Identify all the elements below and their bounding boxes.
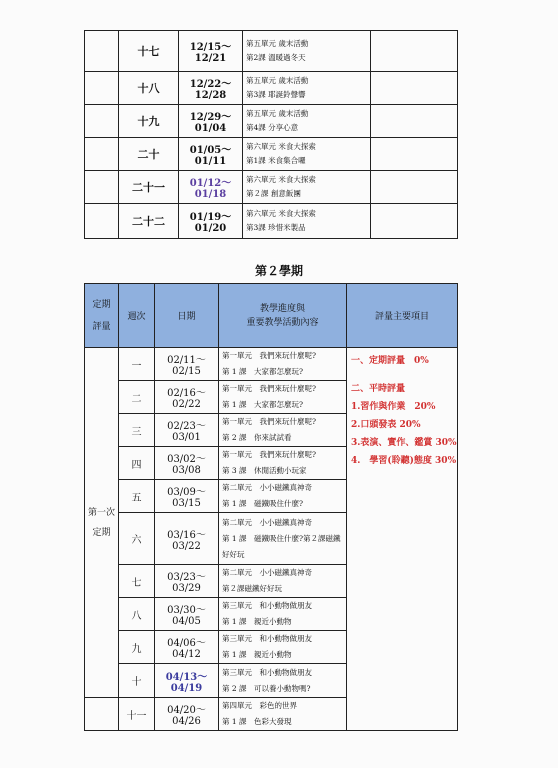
header-assessment: 評量主要項目 xyxy=(347,284,458,348)
row-date: 03/30～04/05 xyxy=(155,598,219,631)
row-date: 04/06～04/12 xyxy=(155,631,219,664)
row-content xyxy=(219,480,347,513)
blank-cell xyxy=(371,138,458,171)
row-content xyxy=(243,204,371,239)
row-content xyxy=(219,447,347,480)
table-row xyxy=(85,72,458,105)
row-date: 01/19～01/20 xyxy=(179,204,243,239)
row-content xyxy=(219,698,347,731)
content-line: 第三單元 和小動物做朋友 xyxy=(222,667,312,677)
content-line: 第二單元 小小磁鐵真神奇 xyxy=(222,483,312,492)
blank-cell xyxy=(371,204,458,239)
content-line: 第 1 課 親近小動物 xyxy=(222,650,292,659)
row-week: 二 xyxy=(119,381,155,414)
blank-cell xyxy=(85,171,119,204)
assessment-line: 2.口頭發表 20% xyxy=(351,420,421,430)
table-row xyxy=(85,348,458,381)
content-line: 第三單元 和小動物做朋友 xyxy=(222,601,312,610)
row-date: 03/02～03/08 xyxy=(155,447,219,480)
content-line: 好好玩 xyxy=(222,549,245,559)
row-week: 四 xyxy=(119,447,155,480)
table-row xyxy=(85,31,458,72)
row-content xyxy=(219,565,347,598)
content-line: 第一單元 我們來玩什麼呢? xyxy=(222,351,317,360)
blank-cell xyxy=(85,105,119,138)
table-row xyxy=(85,138,458,171)
row-content xyxy=(219,664,347,698)
content-line: 第六單元 米食大探索 xyxy=(246,209,316,218)
content-line: 第一單元 我們來玩什麼呢? xyxy=(222,417,317,426)
blank-cell xyxy=(85,31,119,72)
row-week: 一 xyxy=(119,348,155,381)
row-date: 04/13～04/19 xyxy=(155,664,219,698)
semester2-title: 第２學期 xyxy=(254,264,303,278)
row-content xyxy=(219,381,347,414)
assessment-line: 一、定期評量 0% xyxy=(351,356,429,366)
row-date: 02/23～03/01 xyxy=(155,414,219,447)
content-line: 第２課磁鐵好好玩 xyxy=(222,584,282,593)
row-content xyxy=(243,31,371,72)
table-row xyxy=(85,105,458,138)
row-week: 三 xyxy=(119,414,155,447)
content-line: 第二單元 小小磁鐵真神奇 xyxy=(222,517,312,527)
content-line: 第3課 珍惜米製品 xyxy=(246,223,306,232)
row-date: 12/29～01/04 xyxy=(179,105,243,138)
row-content xyxy=(243,72,371,105)
blank-cell xyxy=(85,698,119,731)
row-date: 03/16～03/22 xyxy=(155,513,219,565)
assessment-line: 3.表演、實作、鑑賞 30% xyxy=(351,438,457,448)
content-line: 第四單元 彩色的世界 xyxy=(222,701,297,710)
content-line: 第２課 創意飯團 xyxy=(246,189,301,198)
row-date: 01/05～01/11 xyxy=(179,138,243,171)
assessment-line: 二、平時評量 xyxy=(351,384,406,394)
header-content: 教學進度與 重要教學活動內容 xyxy=(219,284,347,348)
blank-cell xyxy=(371,31,458,72)
content-line: 第 1 課 磁鐵吸住什麼?第２課磁鐵 xyxy=(222,533,341,543)
assessment-line: 4. 學習(聆聽)態度 30% xyxy=(351,456,457,466)
header-date: 日期 xyxy=(155,284,219,348)
row-date: 02/16～02/22 xyxy=(155,381,219,414)
row-content xyxy=(243,138,371,171)
content-line: 第 1 課 大家都怎麼玩? xyxy=(222,400,304,409)
row-content xyxy=(219,348,347,381)
row-week: 十九 xyxy=(119,105,179,138)
content-line: 第 3 課 休閒活動小玩家 xyxy=(222,466,307,475)
row-date: 12/22～12/28 xyxy=(179,72,243,105)
row-week: 十一 xyxy=(119,698,155,731)
content-line: 第六單元 米食大探索 xyxy=(246,142,316,151)
blank-cell xyxy=(85,138,119,171)
row-week: 六 xyxy=(119,513,155,565)
row-week: 十八 xyxy=(119,72,179,105)
exam-label: 第一次 xyxy=(87,507,115,518)
semester2-table xyxy=(84,283,458,731)
row-week: 二十 xyxy=(119,138,179,171)
header-week: 週次 xyxy=(119,284,155,348)
row-date: 03/23～03/29 xyxy=(155,565,219,598)
blank-cell xyxy=(371,171,458,204)
row-date: 04/20～04/26 xyxy=(155,698,219,731)
row-date: 01/12～01/18 xyxy=(179,171,243,204)
blank-cell xyxy=(85,72,119,105)
assessment-cell xyxy=(347,348,458,731)
row-content xyxy=(243,105,371,138)
row-content xyxy=(219,414,347,447)
content-line: 第2課 溫暖過冬天 xyxy=(246,53,306,62)
exam-label: 定期 xyxy=(92,527,111,538)
row-week: 八 xyxy=(119,598,155,631)
row-week: 十七 xyxy=(119,31,179,72)
blank-cell xyxy=(371,72,458,105)
row-week: 十 xyxy=(119,664,155,698)
content-line: 第一單元 我們來玩什麼呢? xyxy=(222,450,317,459)
row-week: 九 xyxy=(119,631,155,664)
content-line: 第3課 耶誕鈴聲響 xyxy=(246,90,306,99)
row-content xyxy=(219,513,347,565)
content-line: 第 2 課 可以養小動物嗎? xyxy=(222,683,311,693)
content-line: 第一單元 我們來玩什麼呢? xyxy=(222,384,317,393)
blank-cell xyxy=(371,105,458,138)
content-line: 第三單元 和小動物做朋友 xyxy=(222,634,312,643)
row-content xyxy=(219,631,347,664)
table-row xyxy=(85,171,458,204)
content-line: 第 2 課 你來試試看 xyxy=(222,433,292,442)
content-line: 第五單元 歲末活動 xyxy=(246,39,309,48)
content-line: 第五單元 歲末活動 xyxy=(246,76,309,85)
content-line: 第4課 分享心意 xyxy=(246,123,299,132)
content-line: 第 1 課 磁鐵吸住什麼? xyxy=(222,499,304,508)
assessment-line: 1.習作與作業 20% xyxy=(351,402,436,412)
semester1-table xyxy=(84,30,458,239)
spacer xyxy=(351,370,457,380)
row-date: 02/11～02/15 xyxy=(155,348,219,381)
table-row xyxy=(85,204,458,239)
content-line: 第二單元 小小磁鐵真神奇 xyxy=(222,568,312,577)
content-line: 第 1 課 親近小動物 xyxy=(222,617,292,626)
row-week: 七 xyxy=(119,565,155,598)
table-header-row xyxy=(85,284,458,348)
row-date: 12/15～12/21 xyxy=(179,31,243,72)
header-exam: 定期 評量 xyxy=(85,284,119,348)
blank-cell xyxy=(85,204,119,239)
content-line: 第五單元 歲末活動 xyxy=(246,109,309,118)
row-week: 二十一 xyxy=(119,171,179,204)
exam-cell xyxy=(85,348,119,698)
row-content xyxy=(243,171,371,204)
content-line: 第 1 課 色彩大發現 xyxy=(222,717,292,726)
row-week: 五 xyxy=(119,480,155,513)
content-line: 第 1 課 大家都怎麼玩? xyxy=(222,367,304,376)
content-line: 第1課 米食集合囉 xyxy=(246,156,306,165)
row-week: 二十二 xyxy=(119,204,179,239)
content-line: 第六單元 米食大探索 xyxy=(246,175,316,184)
row-content xyxy=(219,598,347,631)
row-date: 03/09～03/15 xyxy=(155,480,219,513)
